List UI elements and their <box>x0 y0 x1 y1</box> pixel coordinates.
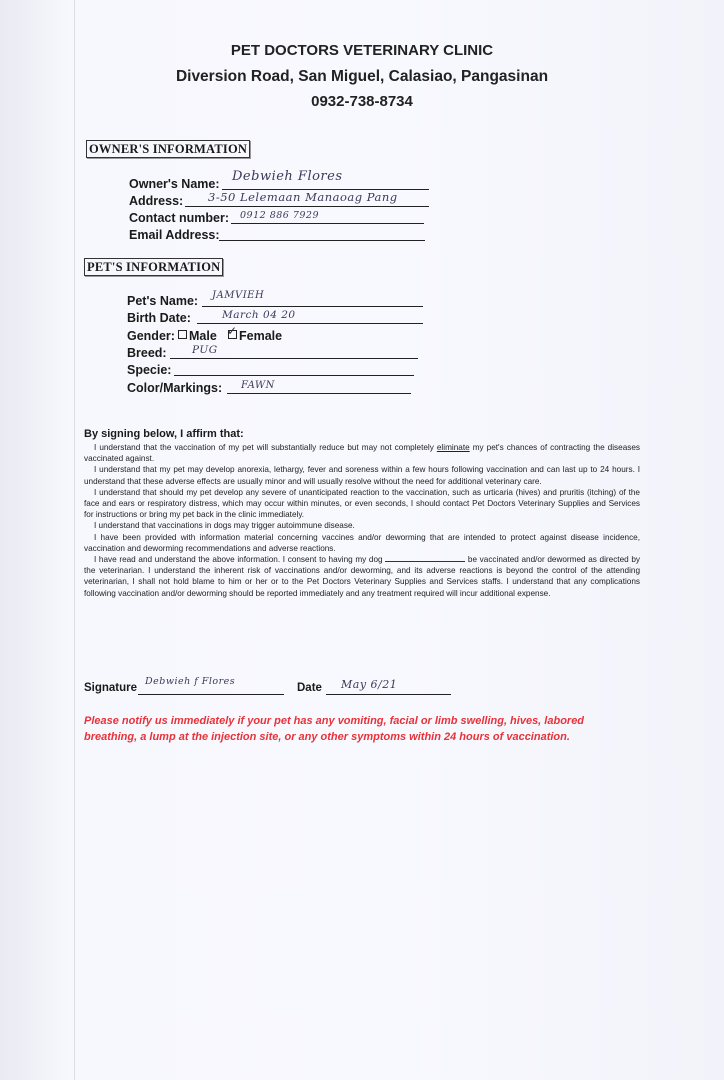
signature-line <box>138 694 284 695</box>
affirmation-paragraph <box>84 554 640 599</box>
pet-name-line <box>202 306 423 307</box>
clinic-address: Diversion Road, San Miguel, Calasiao, Pangasinan <box>175 68 549 85</box>
affirmation-text-part: I have read and understand the above information. I consent to having my dog <box>94 555 386 565</box>
color-field[interactable]: FAWN <box>241 380 275 391</box>
contact-field[interactable]: 0912 886 7929 <box>240 210 320 221</box>
owner-name-label: Owner's Name: <box>129 177 220 191</box>
gender-male-option[interactable] <box>178 329 217 343</box>
affirmation-text-part: my pet's chances of contracting the diseases vaccinated against. <box>84 443 640 464</box>
affirmation-paragraph: I understand that should my pet develop any severe of unanticipated reaction to the vaccination, such as urticaria (hives) and pruritis (itching) of the face and ears or respiratory distress, which may occur within minutes, or even seconds, I should contact Pet Doctors Veterinary Supplies and Services for instructions or bring my pet back in the clinic immediately. <box>84 487 640 520</box>
pet-section-title: PET'S INFORMATION <box>84 258 223 276</box>
affirmation-paragraph: I understand that vaccinations in dogs may trigger autoimmune disease. <box>94 521 355 531</box>
owner-section-title: OWNER'S INFORMATION <box>86 140 250 158</box>
affirmation-paragraph <box>84 442 640 464</box>
date-line <box>326 694 451 695</box>
email-line <box>219 240 425 241</box>
birth-date-label: Birth Date: <box>127 311 191 325</box>
male-checkbox[interactable] <box>178 330 187 339</box>
breed-label: Breed: <box>127 346 167 360</box>
affirmation-text-part: I understand that the vaccination of my pet will substantially reduce but may not completely <box>94 443 437 452</box>
male-label: Male <box>189 329 217 343</box>
page-fold-line <box>74 0 75 1080</box>
date-field[interactable]: May 6/21 <box>341 678 398 691</box>
color-label: Color/Markings: <box>127 381 223 395</box>
gender-label: Gender: <box>127 329 175 343</box>
signature-field[interactable]: Debwieh f Flores <box>145 676 236 687</box>
email-label: Email Address: <box>129 228 220 242</box>
breed-line <box>170 358 418 359</box>
date-label: Date <box>297 682 322 694</box>
affirmation-paragraph: I understand that my pet may develop anorexia, lethargy, fever and soreness within a few hours following vaccination and can last up to 24 hours. I understand that these adverse effects are usually minor and will usually resolve without the need for additional veterinary care. <box>84 465 640 486</box>
birth-date-field[interactable]: March 04 20 <box>222 309 296 321</box>
breed-field[interactable]: PUG <box>192 344 218 356</box>
affirmation-text <box>84 442 640 599</box>
contact-label: Contact number: <box>129 211 229 225</box>
contact-line <box>231 223 424 224</box>
female-label: Female <box>239 329 283 343</box>
gender-female-option[interactable] <box>228 329 282 343</box>
clinic-phone: 0932-738-8734 <box>311 93 413 110</box>
color-line <box>227 393 411 394</box>
address-field[interactable]: 3-50 Lelemaan Manaoag Pang <box>208 190 398 204</box>
female-checkbox[interactable] <box>228 330 237 339</box>
underlined-word: eliminate <box>436 443 470 452</box>
specie-label: Specie: <box>127 363 172 377</box>
address-label: Address: <box>129 194 184 208</box>
dog-name-blank[interactable] <box>385 554 465 562</box>
affirmation-title: By signing below, I affirm that: <box>84 428 244 440</box>
specie-line <box>174 375 414 376</box>
post-vaccination-notice: Please notify us immediately if your pet has any vomiting, facial or limb swelling, hives, labored breathing, a lump at the injection site, or any other symptoms within 24 hours of vaccination. <box>84 715 585 743</box>
affirmation-text-part: be vaccinated and/or dewormed as directed by the veterinarian. I understand the inherent risk of vaccinations and/or deworming, and its adverse reactions is beyond the control of the attending veterinarian, I shall not hold blame to him or her or to the Pet Doctors Veterinary Supplies and Services staffs. I understand that any complications following vaccination and/or deworming should be reported immediately and any treatment required will incur additional expense. <box>84 555 640 598</box>
clinic-name: PET DOCTORS VETERINARY CLINIC <box>230 42 494 59</box>
owner-name-field[interactable]: Debwieh Flores <box>232 169 343 184</box>
signature-label: Signature <box>84 682 138 694</box>
pet-name-field[interactable]: JAMVIEH <box>212 290 265 301</box>
affirmation-paragraph: I have been provided with information material concerning vaccines and/or deworming that are intended to protect against disease incidence, vaccination and deworming recommendations and adverse reactions. <box>84 532 640 553</box>
pet-name-label: Pet's Name: <box>127 294 199 308</box>
address-line <box>185 206 429 207</box>
